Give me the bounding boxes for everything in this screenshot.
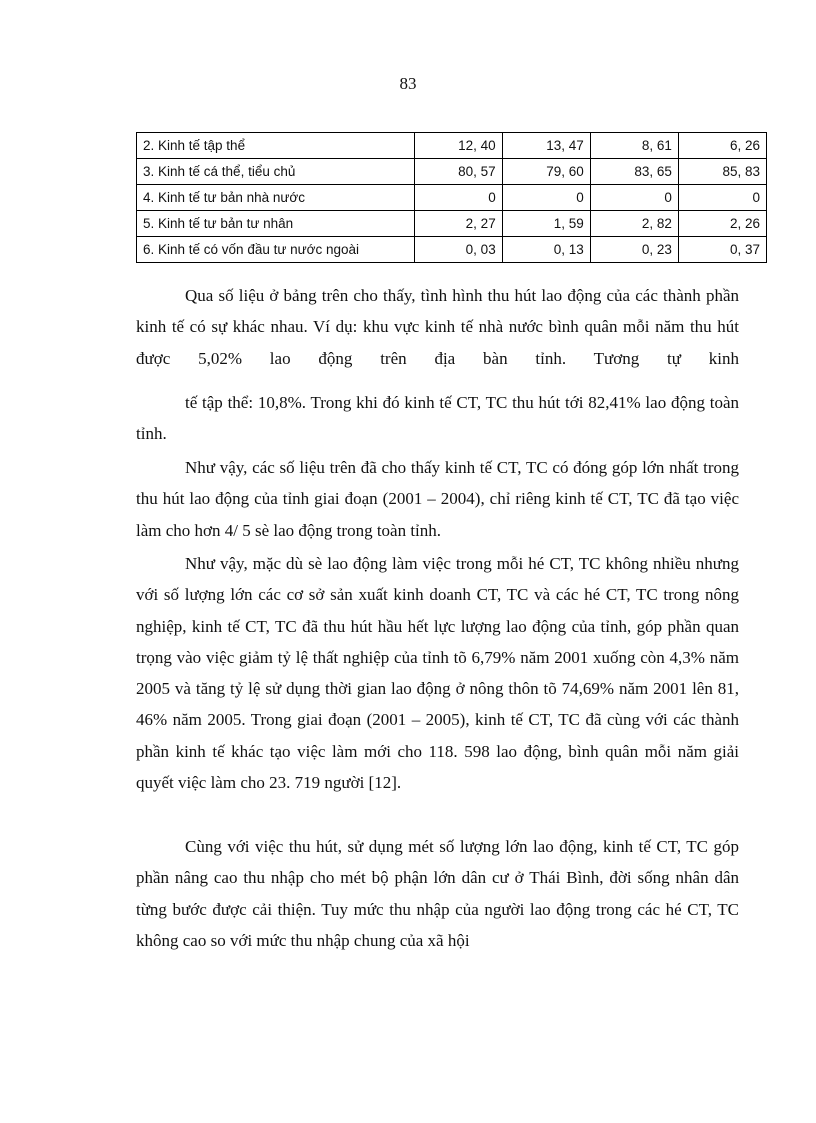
row-value: 1, 59 [502, 211, 590, 237]
row-value: 83, 65 [590, 159, 678, 185]
row-value: 2, 82 [590, 211, 678, 237]
paragraph-1 [136, 280, 739, 374]
paragraph-4 [136, 548, 739, 798]
row-value: 85, 83 [678, 159, 766, 185]
table-row [137, 185, 767, 211]
paragraph-text: Qua số liệu ở bảng trên cho thấy, tình hình thu hút lao động của các thành phần kinh tế có sự khác nhau. Ví dụ: khu vực kinh tế nhà nước bình quân mỗi năm thu hút được 5,02% lao động trên địa bàn tỉnh. Tương tự kinh [136, 286, 739, 368]
row-value: 0 [414, 185, 502, 211]
row-label: 4. Kinh tế tư bản nhà nước [137, 185, 415, 211]
row-value: 2, 27 [414, 211, 502, 237]
row-value: 0 [502, 185, 590, 211]
table-row [137, 133, 767, 159]
paragraph-5 [136, 831, 739, 956]
row-label: 6. Kinh tế có vốn đầu tư nước ngoài [137, 237, 415, 263]
row-label: 3. Kinh tế cá thể, tiểu chủ [137, 159, 415, 185]
paragraph-text: Cùng với việc thu hút, sử dụng mét số lượng lớn lao động, kinh tế CT, TC góp phần nâng cao thu nhập cho mét bộ phận lớn dân cư ở Thái Bình, đời sống nhân dân từng bước được cải thiện. Tuy mức thu nhập của người lao động trong các hé CT, TC không cao so với mức thu nhập chung của xã hội [136, 837, 739, 950]
table-row [137, 159, 767, 185]
row-label: 2. Kinh tế tập thể [137, 133, 415, 159]
labor-share-table [136, 132, 767, 263]
page-number: 83 [399, 74, 417, 93]
row-value: 0 [678, 185, 766, 211]
row-label: 5. Kinh tế tư bản tư nhân [137, 211, 415, 237]
row-value: 6, 26 [678, 133, 766, 159]
paragraph-2 [136, 387, 739, 450]
row-value: 12, 40 [414, 133, 502, 159]
paragraph-3 [136, 452, 739, 546]
row-value: 0 [590, 185, 678, 211]
row-value: 0, 13 [502, 237, 590, 263]
row-value: 80, 57 [414, 159, 502, 185]
row-value: 2, 26 [678, 211, 766, 237]
row-value: 0, 37 [678, 237, 766, 263]
table-row [137, 237, 767, 263]
row-value: 0, 03 [414, 237, 502, 263]
paragraph-text: Như vậy, mặc dù sè lao động làm việc trong mỗi hé CT, TC không nhiều nhưng với số lượng lớn các cơ sở sản xuất kinh doanh CT, TC và các hé CT, TC trong nông nghiệp, kinh tế CT, TC đã thu hút hầu hết lực lượng lao động của tỉnh, góp phần quan trọng vào việc giảm tỷ lệ thất nghiệp của tỉnh tõ 6,79% năm 2001 xuống còn 4,3% năm 2005 và tăng tỷ lệ sử dụng thời gian lao động ở nông thôn tõ 74,69% năm 2001 lên 81, 46% năm 2005. Trong giai đoạn (2001 – 2005), kinh tế CT, TC đã cùng với các thành phần kinh tế khác tạo việc làm mới cho 118. 598 lao động, bình quân mỗi năm giải quyết việc làm cho 23. 719 người [12]. [136, 554, 739, 793]
row-value: 8, 61 [590, 133, 678, 159]
paragraph-text: tế tập thể: 10,8%. Trong khi đó kinh tế CT, TC thu hút tới 82,41% lao động toàn tỉnh. [136, 393, 739, 444]
table-row [137, 211, 767, 237]
paragraph-text: Như vậy, các số liệu trên đã cho thấy kinh tế CT, TC có đóng góp lớn nhất trong thu hút lao động của tỉnh giai đoạn (2001 – 2004), chỉ riêng kinh tế CT, TC đã tạo việc làm cho hơn 4/ 5 sè lao động trong toàn tỉnh. [136, 458, 739, 540]
row-value: 79, 60 [502, 159, 590, 185]
row-value: 0, 23 [590, 237, 678, 263]
row-value: 13, 47 [502, 133, 590, 159]
